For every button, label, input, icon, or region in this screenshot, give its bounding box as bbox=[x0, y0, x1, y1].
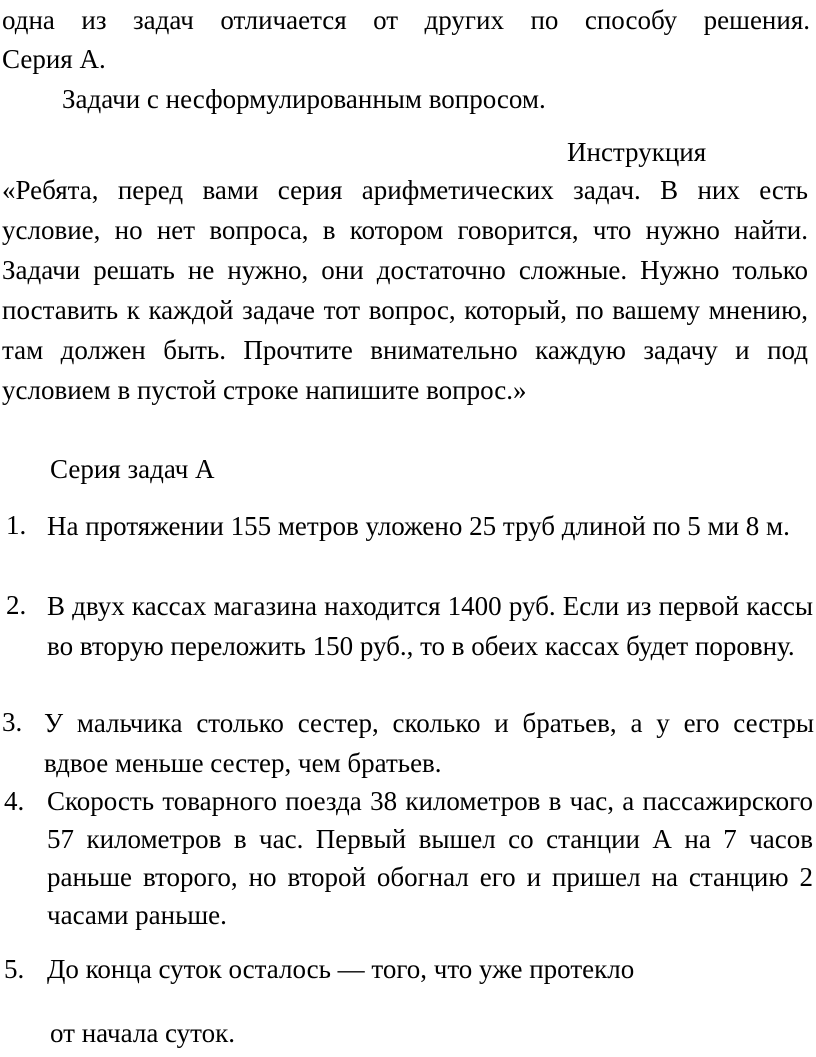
intro-line-2: Серия А. bbox=[2, 44, 106, 74]
task-number: 4. bbox=[4, 786, 25, 816]
intro-line-1: одна из задач отличается от других по способу решения. bbox=[2, 5, 810, 35]
subtitle: Задачи с несформулированным вопросом. bbox=[62, 84, 546, 114]
series-title: Серия задач А bbox=[50, 454, 215, 484]
task-number: 5. bbox=[4, 954, 25, 984]
task-text-line-2: от начала суток. bbox=[50, 1018, 235, 1048]
task-number: 1. bbox=[6, 510, 27, 540]
task-text: Скорость товарного поезда 38 километров в час, а пассажирского 57 километров в час. Первый вышел со станции А на 7 часов раньше второго, но второй обогнал его и пришел на станцию 2 часами раньше. bbox=[47, 786, 813, 930]
task-text: У мальчика столько сестер, сколько и братьев, а у его сестры вдвое меньше сестер, чем братьев. bbox=[44, 708, 814, 778]
instruction-text: «Ребята, перед вами серия арифметических задач. В них есть условие, но нет вопроса, в котором говорится, что нужно найти. Задачи решать не нужно, они достаточно сложные. Нужно только поставить к каждой задаче тот вопрос, который, по вашему мнению, там должен быть. Прочтите внимательно каждую задачу и под условием в пустой строке напишите вопрос.» bbox=[2, 175, 808, 405]
task-text-line-1: До конца суток осталось — того, что уже протекло bbox=[47, 954, 635, 984]
task-text: В двух кассах магазина находится 1400 руб. Если из первой кассы во вторую переложить 150 руб., то в обеих кассах будет поровну. bbox=[47, 591, 813, 661]
task-number: 3. bbox=[2, 707, 23, 737]
task-text: На протяжении 155 метров уложено 25 труб длиной по 5 ми 8 м. bbox=[47, 511, 790, 541]
task-number: 2. bbox=[6, 590, 27, 620]
instruction-heading: Инструкция bbox=[567, 137, 707, 167]
